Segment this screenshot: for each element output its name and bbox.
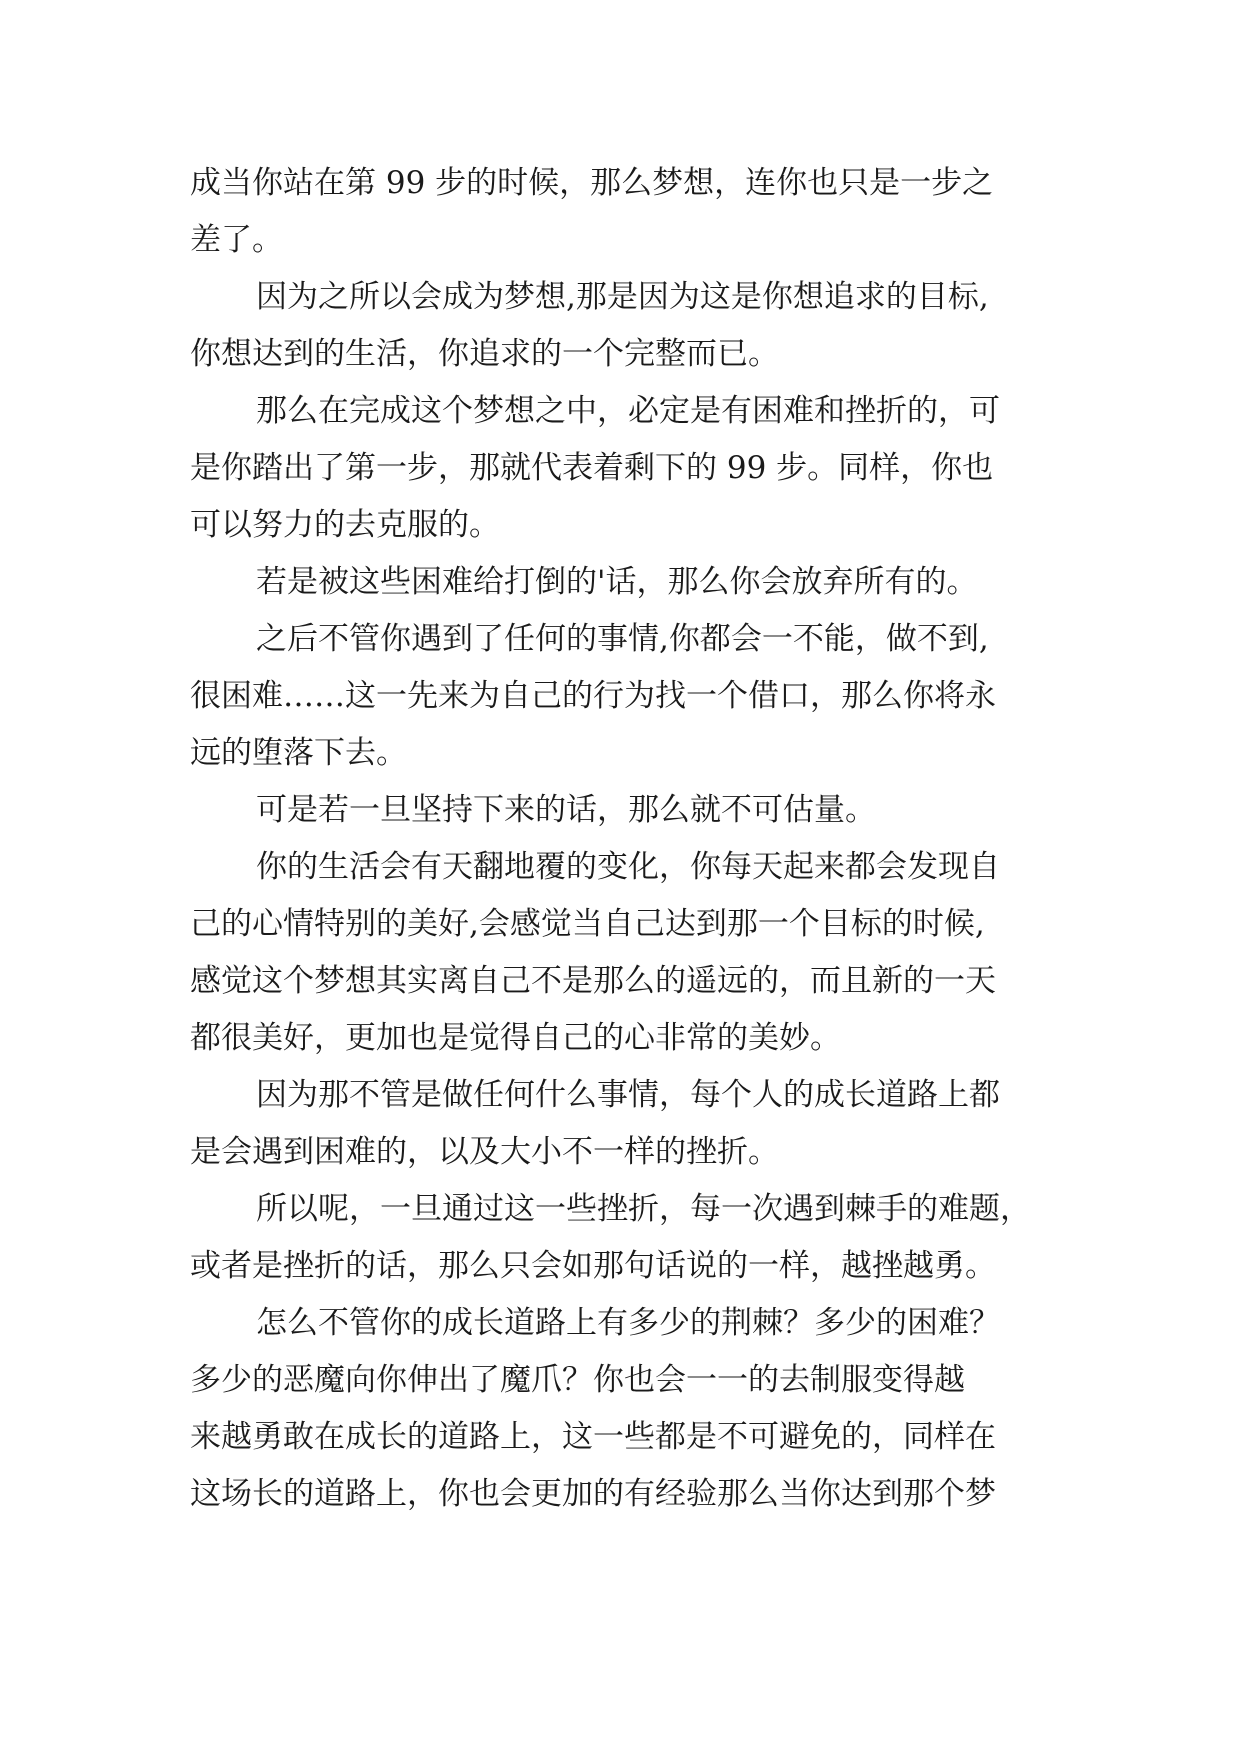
paragraph-start-line: 你的生活会有天翻地覆的变化，你每天起来都会发现自 — [256, 849, 1000, 885]
text-line: 是会遇到困难的，以及大小不一样的挫折。 — [190, 1134, 779, 1170]
paragraph-start-line: 之后不管你遇到了任何的事情,你都会一不能，做不到, — [256, 621, 989, 657]
paragraph-start-line: 因为那不管是做任何什么事情，每个人的成长道路上都 — [256, 1077, 1000, 1113]
text-line: 都很美好，更加也是觉得自己的心非常的美妙。 — [190, 1020, 841, 1056]
text-line: 远的堕落下去。 — [190, 735, 407, 771]
body-text — [190, 155, 1090, 1523]
paragraph-start-line: 怎么不管你的成长道路上有多少的荆棘？多少的困难？ — [256, 1305, 1000, 1341]
text-line: 这场长的道路上，你也会更加的有经验那么当你达到那个梦 — [190, 1476, 996, 1512]
paragraph-start-line: 若是被这些困难给打倒的'话，那么你会放弃所有的。 — [256, 564, 978, 600]
text-line: 你想达到的生活，你追求的一个完整而已。 — [190, 336, 779, 372]
text-line: 来越勇敢在成长的道路上，这一些都是不可避免的，同样在 — [190, 1419, 996, 1455]
text-line: 差了。 — [190, 222, 283, 258]
text-line: 是你踏出了第一步，那就代表着剩下的 99 步。同样，你也 — [190, 450, 994, 486]
text-line: 成当你站在第 99 步的时候，那么梦想，连你也只是一步之 — [190, 165, 994, 201]
paragraph-start-line: 因为之所以会成为梦想,那是因为这是你想追求的目标, — [256, 279, 989, 315]
text-line: 多少的恶魔向你伸出了魔爪？你也会一一的去制服变得越 — [190, 1362, 965, 1398]
paragraph-start-line: 那么在完成这个梦想之中，必定是有困难和挫折的，可 — [256, 393, 1000, 429]
text-line: 可以努力的去克服的。 — [190, 507, 500, 543]
text-line: 己的心情特别的美好,会感觉当自己达到那一个目标的时候, — [190, 906, 985, 942]
text-line: 感觉这个梦想其实离自己不是那么的遥远的，而且新的一天 — [190, 963, 996, 999]
text-line: 或者是挫折的话，那么只会如那句话说的一样，越挫越勇。 — [190, 1248, 996, 1284]
paragraph-start-line: 所以呢，一旦通过这一些挫折，每一次遇到棘手的难题， — [256, 1191, 1031, 1227]
paragraph-start-line: 可是若一旦坚持下来的话，那么就不可估量。 — [256, 792, 876, 828]
text-line: 很困难……这一先来为自己的行为找一个借口，那么你将永 — [190, 678, 996, 714]
